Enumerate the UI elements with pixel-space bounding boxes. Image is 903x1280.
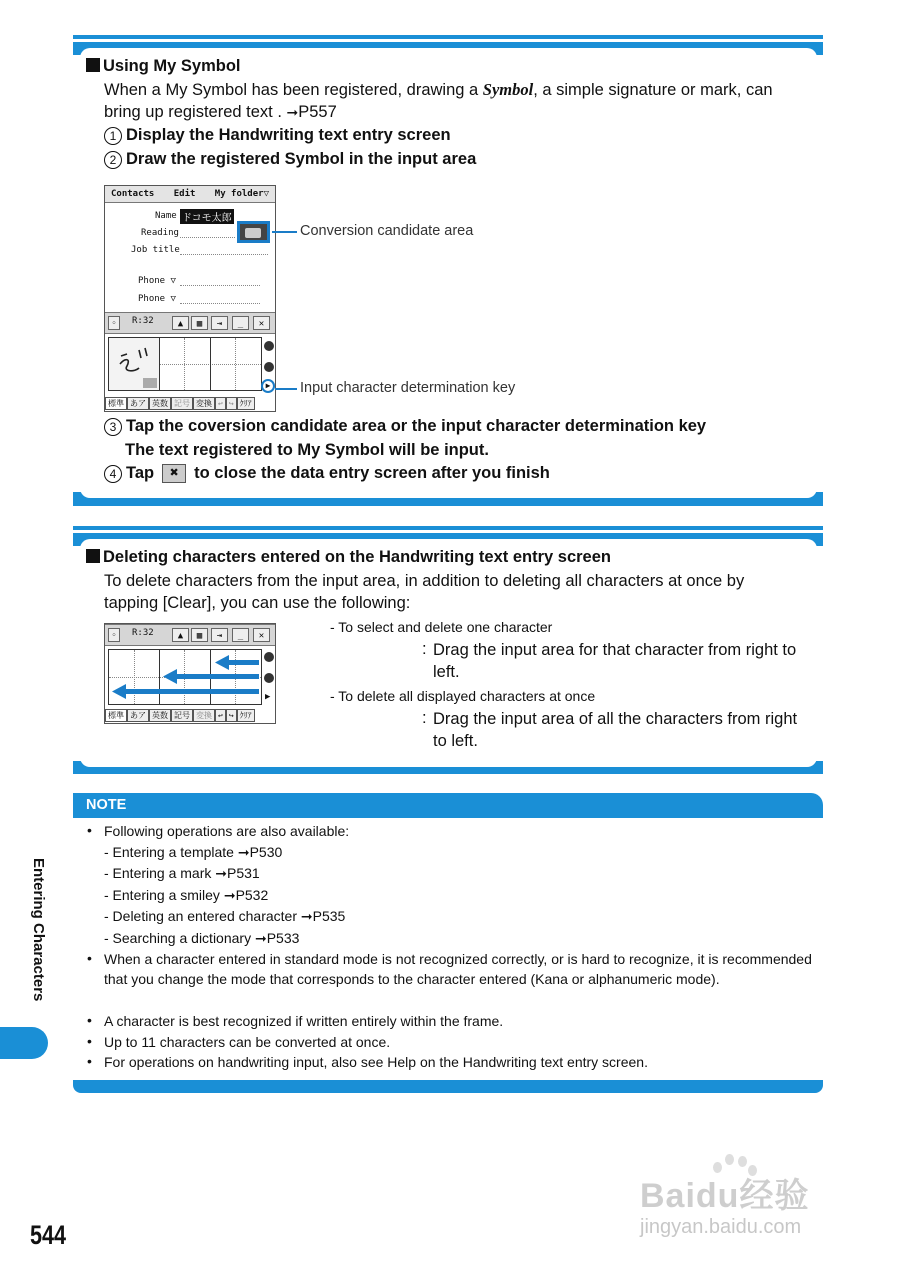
tab-undo[interactable]: ↩ [215, 709, 226, 722]
name-value[interactable]: ドコモ太郎 [180, 209, 234, 224]
handwriting-input-area[interactable] [108, 337, 262, 391]
arrow-right-icon: ➞ [300, 908, 313, 924]
arrow-right-icon: ➞ [223, 887, 236, 903]
tab-symbol[interactable]: 記号 [171, 397, 193, 410]
note-bullet: • [87, 1012, 92, 1028]
section2-top-bar [73, 526, 823, 530]
note-bottom-bar [73, 1080, 823, 1093]
handwritten-symbol [117, 344, 153, 376]
determination-key[interactable]: ▶ [265, 692, 271, 702]
toolbar-small-button[interactable]: ◦ [108, 316, 120, 330]
counter-label: R:32 [132, 316, 154, 326]
tab-clear[interactable]: ｸﾘｱ [237, 397, 255, 410]
callout-conversion-candidate: Conversion candidate area [300, 223, 474, 239]
tab-kana[interactable]: あア [127, 709, 149, 722]
note-bullet: • [87, 822, 92, 838]
ref-link[interactable]: P530 [249, 844, 283, 860]
note-sub-4: - Deleting an entered character ➞P535 [104, 908, 346, 924]
note-item-3: A character is best recognized if written entirely within the frame. [104, 1013, 504, 1029]
note-sub-2: - Entering a mark ➞P531 [104, 865, 260, 881]
speaker-icon[interactable] [264, 652, 274, 662]
side-tab-label: Entering Characters [30, 858, 47, 1002]
counter-label: R:32 [132, 628, 154, 638]
job-title-label: Job title [131, 245, 180, 255]
side-tab-bar [0, 1027, 48, 1059]
tab-clear[interactable]: ｸﾘｱ [237, 709, 255, 722]
arrow-right-icon: ➞ [286, 104, 299, 120]
note-header-bar [73, 793, 823, 818]
input-determination-key[interactable]: ▶ [261, 379, 275, 393]
step-3: 3 Tap the coversion candidate area or the input character determination key [104, 417, 706, 436]
note-bullet: • [87, 1033, 92, 1049]
menu-contacts[interactable]: Contacts [111, 189, 155, 199]
tab-kana[interactable]: あア [127, 397, 149, 410]
arrow-right-icon: ➞ [254, 930, 267, 946]
menu-edit[interactable]: Edit [173, 189, 196, 199]
option-2-colon: : [422, 709, 427, 727]
close-button[interactable]: ✕ [253, 316, 270, 330]
mode-tabs [105, 709, 275, 722]
cursor-button[interactable]: ⇥ [211, 628, 228, 642]
ref-link[interactable]: P532 [235, 887, 269, 903]
search-icon[interactable] [264, 362, 274, 372]
page-number: 544 [30, 1220, 67, 1250]
tab-standard[interactable]: 標準 [105, 397, 127, 410]
tab-undo[interactable]: ↩ [215, 397, 226, 410]
option-2-desc: Drag the input area of all the characters from right to left. [433, 710, 798, 750]
note-item-5: For operations on handwriting input, also see Help on the Handwriting text entry screen. [104, 1054, 648, 1070]
toolbar-small-button[interactable]: ◦ [108, 628, 120, 642]
tab-alphanumeric[interactable]: 英数 [149, 397, 171, 410]
note-bullet: • [87, 1053, 92, 1069]
handwriting-screen-2 [104, 623, 276, 724]
note-item-2: When a character entered in standard mode is not recognized correctly, or is hard to recognize, it is recommended that you change the mode that corresponds to the character entered (Kana or alphanumeric mode). [104, 951, 812, 987]
drag-arrows [109, 650, 261, 704]
callout-determination-key: Input character determination key [300, 380, 516, 396]
section2-intro: To delete characters from the input area, in addition to deleting all characters at once by tapping [Clear], you can use the following: [104, 572, 745, 612]
step-2: 2 Draw the registered Symbol in the input area [104, 150, 476, 169]
phone-label-1: Phone ▽ [138, 276, 176, 286]
grid-button[interactable]: ▦ [191, 628, 208, 642]
search-icon[interactable] [264, 673, 274, 683]
step-4: 4 Tap ✖ to close the data entry screen after you finish [104, 464, 550, 483]
tab-enter[interactable]: ↪ [226, 709, 237, 722]
close-x-icon: ✖ [162, 464, 186, 483]
arrow-right-icon: ➞ [237, 844, 250, 860]
tab-convert[interactable]: 変換 [193, 709, 215, 722]
section2-title: Deleting characters entered on the Handwriting text entry screen [86, 548, 611, 567]
mode-tabs [105, 397, 275, 410]
ref-link[interactable]: P557 [298, 103, 337, 121]
option-1-desc: Drag the input area for that character from right to left. [433, 641, 797, 681]
arrow-right-icon: ➞ [215, 865, 227, 881]
step-1: 1 Display the Handwriting text entry screen [104, 126, 451, 145]
tab-alphanumeric[interactable]: 英数 [149, 709, 171, 722]
scroll-up-button[interactable]: ▲ [172, 628, 189, 642]
note-bullet: • [87, 950, 92, 966]
note-sub-3: - Entering a smiley ➞P532 [104, 887, 269, 903]
watermark-url: jingyan.baidu.com [640, 1216, 802, 1238]
handwriting-screen-1 [104, 185, 276, 412]
ref-link[interactable]: P531 [227, 865, 260, 881]
phone-toolbar [105, 312, 275, 334]
note-item-1: Following operations are also available: [104, 823, 350, 839]
menu-my-folder[interactable]: My folder▽ [214, 189, 269, 199]
triangle-down-icon: ▽ [263, 189, 269, 199]
tab-convert[interactable]: 変換 [193, 397, 215, 410]
watermark-paw-icon [705, 1150, 760, 1195]
ref-link[interactable]: P535 [312, 908, 346, 924]
ref-link[interactable]: P533 [266, 930, 300, 946]
section1-intro: When a My Symbol has been registered, drawing a Symbol, a simple signature or mark, can bring up registered text . ➞P557 [104, 80, 773, 121]
tab-standard[interactable]: 標準 [105, 709, 127, 722]
section1-top-bar [73, 35, 823, 39]
tab-enter[interactable]: ↪ [226, 397, 237, 410]
conversion-candidate-area[interactable] [237, 221, 270, 243]
phone-menu-bar [105, 186, 275, 203]
reading-label: Reading [141, 228, 179, 238]
option-1: - To select and delete one character [330, 619, 553, 635]
minimize-button[interactable]: _ [232, 316, 249, 330]
square-bullet-icon [86, 549, 100, 563]
note-item-4: Up to 11 characters can be converted at once. [104, 1034, 391, 1050]
note-sub-5: - Searching a dictionary ➞P533 [104, 930, 300, 946]
minimize-button[interactable]: _ [232, 628, 249, 642]
close-button[interactable]: ✕ [253, 628, 270, 642]
watermark-logo: Baidu经验 [640, 1177, 810, 1215]
phone-label-2: Phone ▽ [138, 294, 176, 304]
option-2: - To delete all displayed characters at once [330, 688, 596, 704]
cursor-button[interactable]: ⇥ [211, 316, 228, 330]
step-3-sub: The text registered to My Symbol will be input. [125, 441, 489, 459]
note-sub-1: - Entering a template ➞P530 [104, 844, 283, 860]
name-label: Name [155, 211, 177, 221]
grid-button[interactable]: ▦ [191, 316, 208, 330]
section1-title: Using My Symbol [86, 57, 241, 76]
option-1-colon: : [422, 640, 427, 658]
handwriting-input-area[interactable] [108, 649, 262, 705]
phone2-toolbar [105, 624, 275, 646]
square-bullet-icon [86, 58, 100, 72]
note-header: NOTE [86, 797, 127, 813]
tab-symbol[interactable]: 記号 [171, 709, 193, 722]
scroll-up-button[interactable]: ▲ [172, 316, 189, 330]
speaker-icon[interactable] [264, 341, 274, 351]
